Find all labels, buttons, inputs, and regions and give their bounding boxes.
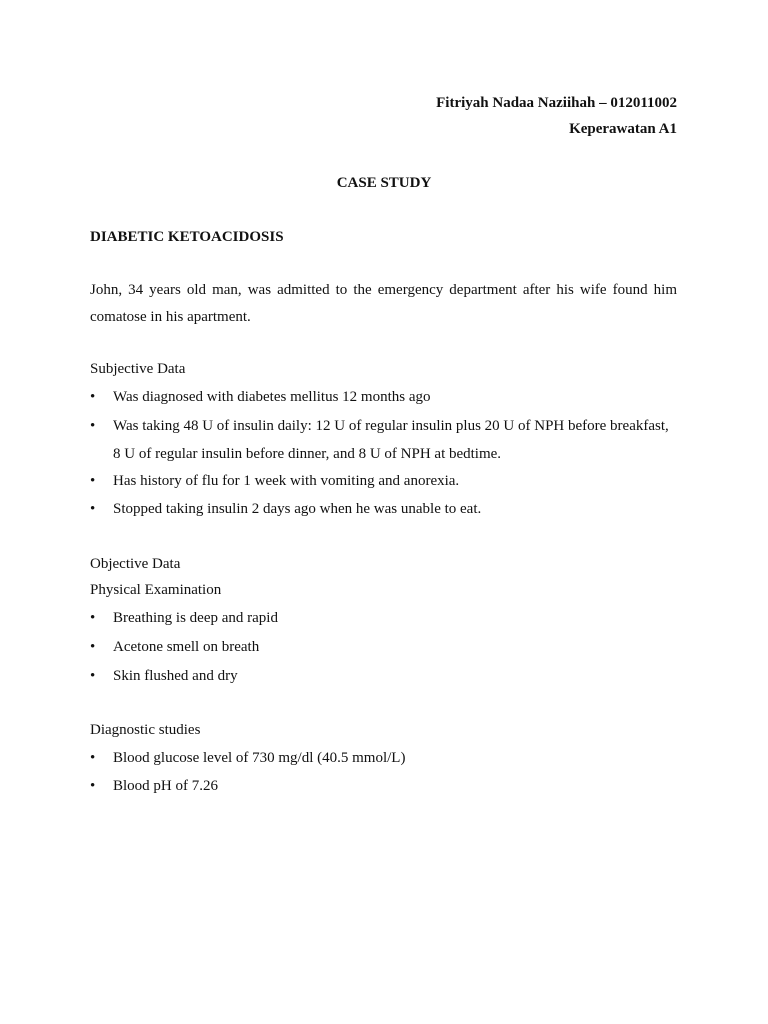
objective-item-text: Breathing is deep and rapid (113, 610, 278, 626)
intro-paragraph: John, 34 years old man, was admitted to the emergency department after his wife found him comatose in his apartment. (90, 282, 677, 325)
bullet-icon: • (90, 418, 96, 434)
objective-item-text: Skin flushed and dry (113, 668, 238, 684)
class-line: Keperawatan A1 (569, 121, 677, 137)
bullet-icon: • (90, 639, 96, 655)
document-title: CASE STUDY (336, 175, 432, 191)
bullet-icon: • (90, 501, 96, 517)
subjective-item-text: Stopped taking insulin 2 days ago when he was unable to eat. (113, 501, 482, 517)
author-line: Fitriyah Nadaa Naziihah – 012011002 (436, 95, 677, 111)
bullet-icon: • (90, 389, 96, 405)
bullet-icon: • (90, 473, 96, 489)
bullet-icon: • (90, 750, 96, 766)
bullet-icon: • (90, 668, 96, 684)
bullet-icon: • (90, 778, 96, 794)
objective-heading: Objective Data (90, 556, 181, 572)
objective-item-text: Acetone smell on breath (113, 639, 260, 655)
bullet-icon: • (90, 610, 96, 626)
subjective-item-text: Was taking 48 U of insulin daily: 12 U of regular insulin plus 20 U of NPH before breakfast, 8 U of regular insulin before dinner, and 8 U of NPH at bedtime. (113, 418, 669, 462)
diagnostic-item-text: Blood glucose level of 730 mg/dl (40.5 mmol/L) (113, 750, 406, 766)
subjective-item-text: Was diagnosed with diabetes mellitus 12 months ago (113, 389, 431, 405)
diagnostic-item-text: Blood pH of 7.26 (113, 778, 218, 794)
diagnostic-heading: Diagnostic studies (90, 722, 201, 738)
subjective-item-text: Has history of flu for 1 week with vomiting and anorexia. (113, 473, 460, 489)
topic-heading: DIABETIC KETOACIDOSIS (90, 229, 284, 245)
subjective-heading: Subjective Data (90, 361, 186, 377)
physical-exam-heading: Physical Examination (90, 582, 222, 598)
